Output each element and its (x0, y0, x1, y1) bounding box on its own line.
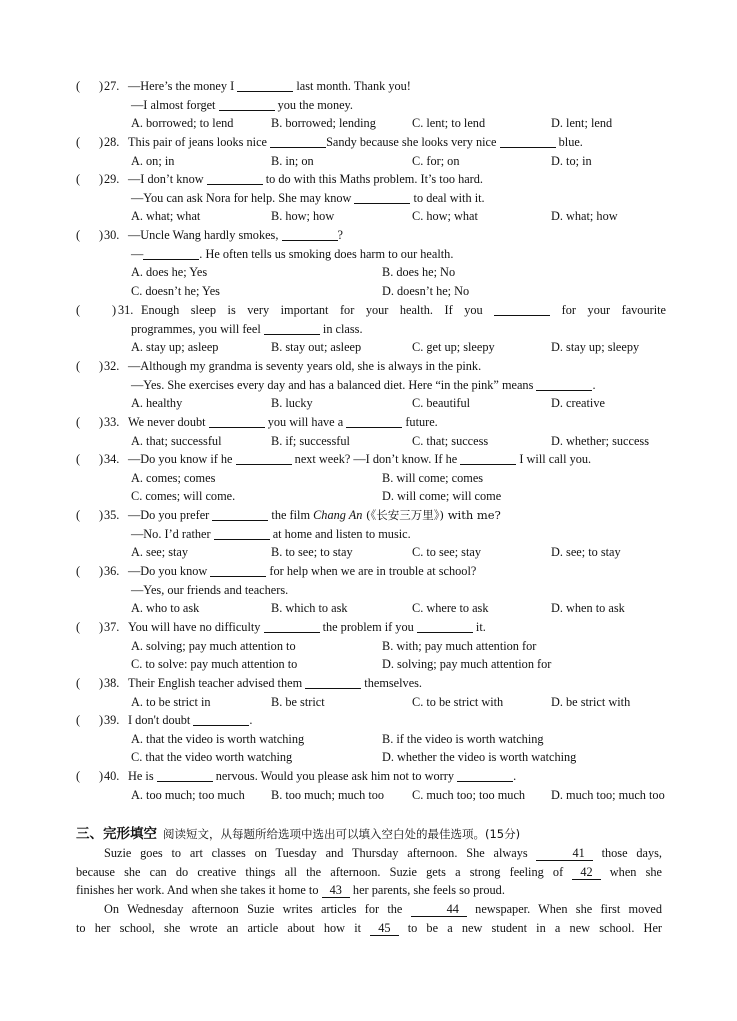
option-d[interactable]: D. whether; success (551, 433, 650, 448)
question-39 (76, 711, 666, 767)
option-c[interactable]: C. much too; too much (412, 787, 526, 802)
option-a[interactable]: A. what; what (131, 209, 201, 224)
answer-paren-close: ) (99, 769, 104, 783)
answer-blank[interactable] (212, 507, 268, 521)
cloze-blank-42[interactable]: 42 (572, 866, 600, 880)
section-header (76, 824, 666, 844)
question-text: to deal with it. (410, 190, 485, 205)
option-a[interactable]: A. on; in (131, 153, 175, 168)
question-line (76, 674, 666, 693)
question-text: at home and listen to music. (269, 526, 411, 541)
answer-blank[interactable] (214, 526, 270, 540)
question-line (76, 450, 666, 469)
question-line (76, 506, 666, 525)
question-line (76, 786, 666, 805)
option-b[interactable]: B. with; pay much attention for (382, 638, 537, 653)
answer-paren[interactable]: ( (76, 713, 81, 727)
option-d[interactable]: D. when to ask (551, 601, 625, 616)
option-c[interactable]: C. to be strict with (412, 694, 504, 709)
option-a[interactable]: A. see; stay (131, 545, 189, 560)
question-38 (76, 674, 666, 711)
answer-paren[interactable]: ( (76, 508, 81, 522)
film-title-cn: (《长安三万里》) with me? (362, 508, 501, 522)
question-continuation (131, 376, 596, 395)
question-text: for your favourite (550, 303, 666, 317)
cloze-blank-41[interactable]: 41 (536, 847, 592, 861)
question-27 (76, 77, 666, 133)
question-text: —Do you know (128, 564, 211, 578)
option-d[interactable]: D. will come; will come (382, 489, 502, 504)
cloze-blank-43[interactable]: 43 (322, 884, 350, 898)
question-number: 28. (104, 135, 120, 149)
option-a[interactable]: A. healthy (131, 396, 183, 411)
passage-text: to be a new student in a new school. Her (398, 920, 662, 935)
option-a[interactable]: A. does he; Yes (131, 265, 208, 280)
option-b[interactable]: B. to see; to stay (271, 545, 353, 560)
question-33 (76, 413, 666, 450)
answer-blank[interactable] (237, 78, 293, 92)
option-c[interactable]: C. how; what (412, 209, 478, 224)
answer-blank[interactable] (417, 619, 473, 633)
question-number: 39. (104, 713, 120, 727)
answer-paren-close: ) (112, 303, 117, 317)
option-c[interactable]: C. to solve: pay much attention to (131, 657, 298, 672)
question-35 (76, 506, 666, 562)
question-stem (128, 170, 483, 189)
question-text: I will call you. (516, 452, 592, 466)
question-text: Their English teacher advised them (128, 676, 306, 690)
answer-paren[interactable]: ( (76, 564, 81, 578)
question-29 (76, 170, 666, 226)
question-text: . (513, 769, 517, 783)
question-number: 38. (104, 676, 120, 690)
question-number: 32. (104, 359, 120, 373)
answer-paren[interactable]: ( (76, 676, 81, 690)
option-b[interactable]: B. borrowed; lending (271, 116, 376, 131)
question-text: it. (472, 620, 486, 634)
option-c[interactable]: C. that; success (412, 433, 489, 448)
question-number: 31. (118, 303, 134, 317)
question-text: programmes, you will feel (131, 321, 264, 336)
answer-paren-close: ) (99, 713, 104, 727)
question-line (76, 226, 666, 245)
answer-paren-close: ) (99, 620, 104, 634)
question-line (76, 133, 666, 152)
option-c[interactable]: C. comes; will come. (131, 489, 236, 504)
option-b[interactable]: B. how; how (271, 209, 335, 224)
option-c[interactable]: C. to see; stay (412, 545, 481, 560)
option-a[interactable]: A. borrowed; to lend (131, 116, 234, 131)
option-c[interactable]: C. that the video worth watching (131, 750, 293, 765)
answer-paren[interactable]: ( (76, 172, 81, 186)
question-text: you the money. (274, 97, 353, 112)
option-d[interactable]: D. see; to stay (551, 545, 621, 560)
passage-paragraph-1 (76, 844, 662, 900)
question-text: —No. I’d rather (131, 526, 214, 541)
answer-paren[interactable]: ( (76, 415, 81, 429)
question-34 (76, 450, 666, 506)
question-number: 34. (104, 452, 120, 466)
question-text: —Here’s the money I (128, 79, 238, 93)
option-a[interactable]: A. to be strict in (131, 694, 211, 709)
answer-blank[interactable] (494, 302, 550, 316)
passage-text: On Wednesday afternoon Suzie writes articles for the (104, 902, 411, 916)
answer-paren[interactable]: ( (76, 303, 81, 317)
question-line (76, 748, 666, 767)
question-line (76, 338, 666, 357)
question-line (76, 394, 666, 413)
question-line (76, 77, 666, 96)
question-text: in class. (319, 321, 363, 336)
option-b[interactable]: B. if the video is worth watching (382, 731, 544, 746)
question-text: —Uncle Wang hardly smokes, (128, 228, 282, 242)
question-line (76, 152, 666, 171)
question-continuation (131, 96, 353, 115)
option-b[interactable]: B. too much; much too (271, 787, 385, 802)
question-line (76, 376, 666, 395)
answer-blank[interactable] (282, 227, 338, 241)
question-number: 35. (104, 508, 120, 522)
answer-blank[interactable] (354, 190, 410, 204)
question-stem (128, 226, 343, 245)
question-31 (76, 301, 666, 357)
question-40 (76, 767, 666, 804)
option-b[interactable]: B. stay out; asleep (271, 340, 362, 355)
passage-text: Suzie goes to art classes on Tuesday and Thursday afternoon. She always (104, 846, 537, 860)
option-b[interactable]: B. lucky (271, 396, 313, 411)
question-28 (76, 133, 666, 170)
question-number: 37. (104, 620, 120, 634)
question-stem (128, 618, 486, 637)
question-text: to do with this Maths problem. It’s too hard. (262, 172, 483, 186)
question-text: blue. (555, 135, 583, 149)
passage-line (76, 881, 662, 900)
question-continuation (131, 320, 363, 339)
option-c[interactable]: C. beautiful (412, 396, 471, 411)
question-continuation (131, 245, 453, 264)
question-text: next week? —I don’t know. If he (291, 452, 461, 466)
option-a[interactable]: A. stay up; asleep (131, 340, 219, 355)
question-number: 36. (104, 564, 120, 578)
cloze-blank-44[interactable]: 44 (411, 903, 467, 917)
question-line (76, 357, 666, 376)
option-a[interactable]: A. too much; too much (131, 787, 245, 802)
question-36 (76, 562, 666, 618)
question-continuation (131, 189, 485, 208)
question-stem (141, 301, 666, 320)
question-line (76, 767, 666, 786)
option-a[interactable]: A. that the video is worth watching (131, 731, 305, 746)
question-line (76, 581, 666, 600)
option-d[interactable]: D. stay up; sleepy (551, 340, 640, 355)
question-line (76, 599, 666, 618)
question-32 (76, 357, 666, 413)
question-text: . (592, 377, 596, 392)
question-text: This pair of jeans looks nice (128, 135, 271, 149)
answer-paren-close: ) (99, 676, 104, 690)
option-d[interactable]: D. solving; pay much attention for (382, 657, 552, 672)
question-text: —Do you know if he (128, 452, 236, 466)
question-text: He is (128, 769, 157, 783)
question-text: —Yes. She exercises every day and has a balanced diet. Here “in the pink” means (131, 377, 537, 392)
question-line (76, 637, 666, 656)
question-stem (128, 711, 252, 730)
passage-text: finishes her work. And when she takes it home to (76, 883, 322, 898)
answer-blank[interactable] (236, 451, 292, 465)
film-title: Chang An (313, 508, 363, 522)
passage-line (76, 900, 662, 919)
passage-text: newspaper. When she first moved (466, 902, 662, 916)
option-c[interactable]: C. doesn’t he; Yes (131, 283, 220, 298)
answer-blank[interactable] (219, 97, 275, 111)
question-number: 33. (104, 415, 120, 429)
question-line (76, 618, 666, 637)
option-b[interactable]: B. will come; comes (382, 470, 484, 485)
question-stem (128, 357, 481, 376)
answer-blank[interactable] (264, 619, 320, 633)
answer-blank[interactable] (457, 768, 513, 782)
question-line (76, 469, 666, 488)
question-line (76, 543, 666, 562)
question-text: —Although my grandma is seventy years old, she is always in the pink. (128, 359, 482, 373)
question-text: themselves. (361, 676, 423, 690)
answer-paren-close: ) (99, 452, 104, 466)
question-text: —Yes, our friends and teachers. (131, 582, 289, 597)
question-text: Enough sleep is very important for your health. If you (141, 303, 495, 317)
question-text: the problem if you (319, 620, 417, 634)
answer-blank[interactable] (209, 414, 265, 428)
question-line (76, 525, 666, 544)
option-d[interactable]: D. creative (551, 396, 605, 411)
option-a[interactable]: A. solving; pay much attention to (131, 638, 296, 653)
question-number: 40. (104, 769, 120, 783)
cloze-blank-45[interactable]: 45 (370, 922, 398, 936)
question-line (76, 413, 666, 432)
answer-blank[interactable] (500, 134, 556, 148)
question-text: I don't doubt (128, 713, 194, 727)
option-a[interactable]: A. who to ask (131, 601, 200, 616)
option-d[interactable]: D. much too; much too (551, 787, 665, 802)
option-d[interactable]: D. be strict with (551, 694, 631, 709)
answer-blank[interactable] (207, 171, 263, 185)
question-stem (128, 506, 501, 525)
question-text: —I almost forget (131, 97, 219, 112)
question-text: . (249, 713, 253, 727)
option-d[interactable]: D. doesn’t he; No (382, 283, 470, 298)
question-line (76, 301, 666, 320)
passage-line (76, 863, 662, 882)
option-d[interactable]: D. to; in (551, 153, 592, 168)
question-30 (76, 226, 666, 300)
passage-text: to her school, she wrote an article about how it (76, 920, 371, 935)
answer-blank[interactable] (210, 563, 266, 577)
passage-line (76, 919, 662, 938)
question-line (76, 432, 666, 451)
question-text: nervous. Would you please ask him not to worry (212, 769, 458, 783)
option-a[interactable]: A. that; successful (131, 433, 222, 448)
question-text: —Do you prefer (128, 508, 213, 522)
question-text: last month. Thank you! (293, 79, 411, 93)
answer-paren-close: ) (99, 415, 104, 429)
question-continuation (131, 581, 288, 600)
question-line (76, 693, 666, 712)
answer-blank[interactable] (536, 377, 592, 391)
answer-blank[interactable] (270, 134, 326, 148)
option-d[interactable]: D. whether the video is worth watching (382, 750, 577, 765)
answer-blank[interactable] (264, 321, 320, 335)
passage-text: her parents, she feels so proud. (349, 883, 505, 898)
answer-blank[interactable] (157, 768, 213, 782)
question-text: the film (268, 508, 314, 522)
answer-paren-close: ) (99, 508, 104, 522)
passage-paragraph-2 (76, 900, 662, 937)
answer-blank[interactable] (460, 451, 516, 465)
answer-paren-close: ) (99, 359, 104, 373)
question-line (76, 562, 666, 581)
option-b[interactable]: B. which to ask (271, 601, 348, 616)
question-text: You will have no difficulty (128, 620, 264, 634)
question-text: — (131, 246, 144, 261)
question-stem (128, 767, 516, 786)
answer-paren-close: ) (99, 228, 104, 242)
question-line (76, 655, 666, 674)
question-stem (128, 133, 583, 152)
question-line (76, 207, 666, 226)
question-line (76, 263, 666, 282)
answer-paren[interactable]: ( (76, 359, 81, 373)
answer-paren[interactable]: ( (76, 135, 81, 149)
question-line (76, 96, 666, 115)
option-b[interactable]: B. in; on (271, 153, 314, 168)
question-text: —You can ask Nora for help. She may know (131, 190, 355, 205)
question-text: Sandy because she looks very nice (326, 135, 500, 149)
option-c[interactable]: C. for; on (412, 153, 460, 168)
option-c[interactable]: C. lent; to lend (412, 116, 486, 131)
option-b[interactable]: B. be strict (271, 694, 325, 709)
question-text: We never doubt (128, 415, 209, 429)
passage-text: because she can do creative things all the afternoon. Suzie gets a strong feeling of (76, 864, 573, 879)
question-line (76, 282, 666, 301)
question-line (76, 487, 666, 506)
question-text: you will have a (264, 415, 347, 429)
section-instruction: 阅读短文，从每题所给选项中选出可以填入空白处的最佳选项。(15分) (163, 827, 521, 841)
question-number: 30. (104, 228, 120, 242)
question-stem (128, 674, 422, 693)
option-b[interactable]: B. does he; No (382, 265, 456, 280)
question-text: —I don’t know (128, 172, 207, 186)
option-b[interactable]: B. if; successful (271, 433, 350, 448)
question-line (76, 711, 666, 730)
answer-blank[interactable] (143, 246, 199, 260)
answer-paren[interactable]: ( (76, 769, 81, 783)
question-line (76, 320, 666, 339)
question-stem (128, 413, 438, 432)
answer-paren[interactable]: ( (76, 620, 81, 634)
option-a[interactable]: A. comes; comes (131, 470, 216, 485)
answer-paren[interactable]: ( (76, 79, 81, 93)
passage-text: those days, (592, 846, 662, 860)
answer-paren-close: ) (99, 564, 104, 578)
question-37 (76, 618, 666, 674)
question-line (76, 170, 666, 189)
answer-paren[interactable]: ( (76, 228, 81, 242)
question-text: ? (337, 228, 343, 242)
answer-paren-close: ) (99, 135, 104, 149)
question-stem (128, 562, 476, 581)
passage-text: when she (600, 864, 662, 879)
answer-blank[interactable] (193, 712, 249, 726)
question-number: 29. (104, 172, 120, 186)
answer-paren[interactable]: ( (76, 452, 81, 466)
option-d[interactable]: D. what; how (551, 209, 618, 224)
question-stem (128, 450, 591, 469)
answer-paren-close: ) (99, 79, 104, 93)
question-text: for help when we are in trouble at school? (266, 564, 477, 578)
answer-blank[interactable] (346, 414, 402, 428)
question-text: future. (402, 415, 438, 429)
option-c[interactable]: C. where to ask (412, 601, 489, 616)
option-d[interactable]: D. lent; lend (551, 116, 613, 131)
question-continuation (131, 525, 411, 544)
question-line (76, 245, 666, 264)
question-number: 27. (104, 79, 120, 93)
section-title: 三、完形填空 (76, 826, 157, 842)
answer-paren-close: ) (99, 172, 104, 186)
question-line (76, 189, 666, 208)
question-stem (128, 77, 411, 96)
question-line (76, 114, 666, 133)
question-line (76, 730, 666, 749)
passage-line (76, 844, 662, 863)
question-text: . He often tells us smoking does harm to our health. (199, 246, 454, 261)
answer-blank[interactable] (305, 675, 361, 689)
option-c[interactable]: C. get up; sleepy (412, 340, 495, 355)
